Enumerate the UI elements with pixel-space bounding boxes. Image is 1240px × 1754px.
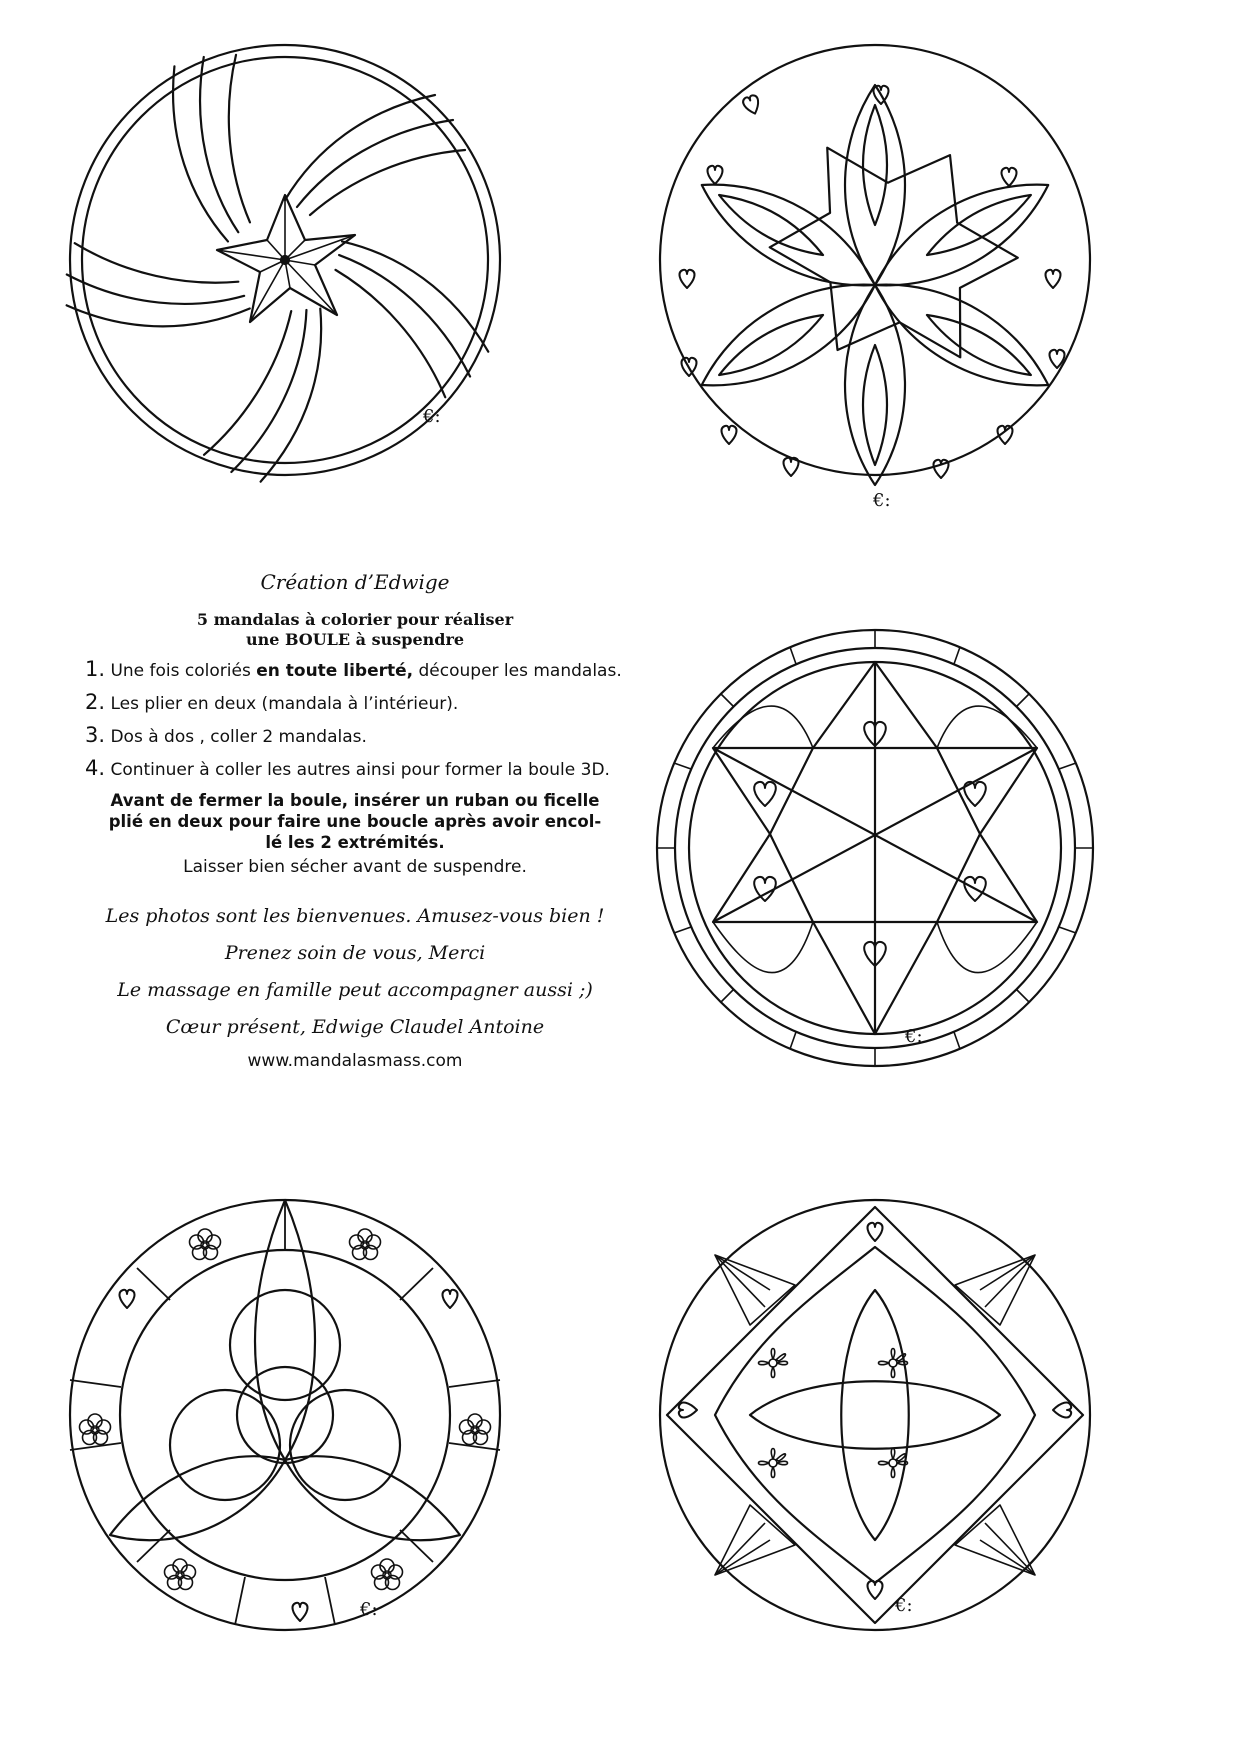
mandala-signature: €: <box>873 490 891 511</box>
headline-line-1: 5 mandalas à colorier pour réaliser <box>196 610 514 629</box>
step-text: Les plier en deux (mandala à l’intérieur). <box>110 694 459 714</box>
step-text: Une fois coloriés <box>110 661 257 681</box>
step-1 <box>85 658 625 682</box>
author-signature: Cœur présent, Edwige Claudel Antoine <box>165 1016 545 1038</box>
steps-list <box>85 658 625 781</box>
mandala-flower-hearts <box>655 40 1095 511</box>
mandala-trefoil-flowers <box>65 1195 505 1635</box>
mandala-swirl-star <box>65 40 505 480</box>
step-text-end: découper les mandalas. <box>413 661 622 681</box>
photos-note: Les photos sont les bienvenues. Amusez-vous bien ! <box>105 905 605 927</box>
headline-line-2: une BOULE à suspendre <box>245 630 465 649</box>
mandala-signature: €: <box>360 1599 378 1620</box>
mandala-signature: €: <box>905 1026 923 1047</box>
mandala-signature: €: <box>895 1595 913 1616</box>
mandala-star-hearts <box>655 628 1095 1068</box>
step-3 <box>85 724 625 748</box>
step-number: 1. <box>85 657 106 681</box>
massage-note: Le massage en famille peut accompagner aussi ;) <box>117 979 593 1001</box>
website-link[interactable]: www.mandalasmass.com <box>247 1051 463 1071</box>
mandala-signature: €: <box>423 406 441 427</box>
care-note: Prenez soin de vous, Merci <box>224 942 486 964</box>
warning-line-1: Avant de fermer la boule, insérer un ruban ou ficelle <box>110 791 600 810</box>
creator-credit: Création d’Edwige <box>260 570 450 594</box>
ribbon-warning <box>75 790 635 853</box>
warning-line-3: lé les 2 extrémités. <box>265 833 445 852</box>
mandala-trefoil-flowers-drawing <box>65 1195 505 1635</box>
mandala-flower-hearts-drawing <box>655 40 1095 511</box>
step-number: 3. <box>85 723 106 747</box>
step-emphasis: en toute liberté, <box>256 661 414 681</box>
step-number: 4. <box>85 756 106 780</box>
drying-note: Laisser bien sécher avant de suspendre. <box>183 857 527 877</box>
mandala-swirl-star-drawing <box>65 40 505 480</box>
step-4 <box>85 757 625 781</box>
mandala-quatrefoil-flowers-drawing <box>655 1195 1095 1635</box>
mandala-quatrefoil-flowers <box>655 1195 1095 1635</box>
warning-line-2: plié en deux pour faire une boucle après avoir encol- <box>108 812 602 831</box>
step-text: Continuer à coller les autres ainsi pour former la boule 3D. <box>110 760 610 780</box>
step-2 <box>85 691 625 715</box>
step-text: Dos à dos , coller 2 mandalas. <box>110 727 367 747</box>
step-number: 2. <box>85 690 106 714</box>
mandala-star-hearts-drawing <box>655 628 1095 1068</box>
headline <box>75 610 635 650</box>
instructions-block <box>75 570 635 1088</box>
